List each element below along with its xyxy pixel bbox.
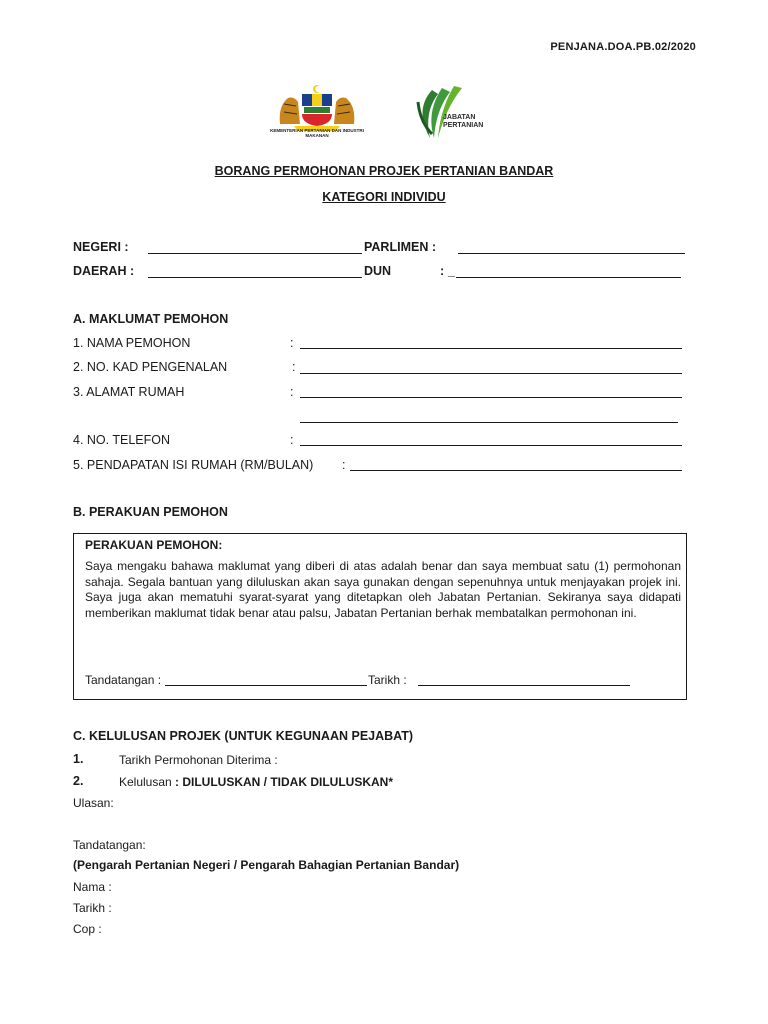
form-title: BORANG PERMOHONAN PROJEK PERTANIAN BANDAR [214, 164, 554, 178]
section-b-heading: B. PERAKUAN PEMOHON [73, 505, 228, 519]
negeri-label: NEGERI : [73, 240, 129, 254]
dun-colon: : [440, 264, 445, 278]
dun-field[interactable] [456, 277, 681, 278]
pendapatan-colon: : [342, 458, 346, 472]
daerah-field[interactable] [148, 277, 362, 278]
alamat-rumah-field-line-1[interactable] [300, 397, 682, 398]
nama-pemohon-label: 1. NAMA PEMOHON [73, 336, 191, 350]
alamat-rumah-colon: : [290, 385, 294, 399]
declaration-box-title: PERAKUAN PEMOHON: [85, 538, 223, 552]
signatory-title: (Pengarah Pertanian Negeri / Pengarah Bahagian Pertanian Bandar) [73, 858, 460, 872]
declaration-text: Saya mengaku bahawa maklumat yang diberi di atas adalah benar dan saya membuat satu (1) permohonan sahaja. Segala bantuan yang diluluskan akan saya gunakan dengan sepenuhnya untuk menjayakan projek ini. Saya juga akan mematuhi syarat-syarat yang ditetapkan oleh Jabatan Pertanian. Sekiranya saya didapati memberikan maklumat tidak benar atau palsu, Jabatan Pertanian berhak membatalkan permohonan ini. [85, 559, 681, 620]
kad-pengenalan-field[interactable] [300, 373, 682, 374]
approval-options: : DILULUSKAN / TIDAK DILULUSKAN* [175, 775, 393, 789]
item-2-number: 2. [73, 774, 84, 788]
remarks-label: Ulasan: [73, 796, 114, 810]
nama-pemohon-field[interactable] [300, 348, 682, 349]
alamat-rumah-label: 3. ALAMAT RUMAH [73, 385, 185, 399]
officer-date-label: Tarikh : [73, 901, 112, 915]
approval-label: Kelulusan [119, 775, 172, 789]
parlimen-field[interactable] [458, 253, 685, 254]
officer-name-label: Nama : [73, 880, 112, 894]
negeri-field[interactable] [148, 253, 362, 254]
date-received-label: Tarikh Permohonan Diterima : [119, 753, 278, 767]
officer-signature-label: Tandatangan: [73, 838, 146, 852]
department-agriculture-logo [404, 82, 504, 142]
section-c-heading: C. KELULUSAN PROJEK (UNTUK KEGUNAAN PEJABAT) [73, 729, 414, 743]
applicant-date-label: Tarikh : [368, 673, 407, 687]
kad-pengenalan-label: 2. NO. KAD PENGENALAN [73, 360, 228, 374]
kad-pengenalan-colon: : [292, 360, 296, 374]
alamat-rumah-field-line-2[interactable] [300, 422, 678, 423]
no-telefon-field[interactable] [300, 445, 682, 446]
item-1-number: 1. [73, 752, 84, 766]
parlimen-label: PARLIMEN : [364, 240, 436, 254]
daerah-label: DAERAH : [73, 264, 135, 278]
form-reference-code: PENJANA.DOA.PB.02/2020 [550, 41, 696, 53]
no-telefon-label: 4. NO. TELEFON [73, 433, 171, 447]
applicant-date-field[interactable] [418, 685, 630, 686]
department-logo-text: JABATAN PERTANIAN [443, 114, 484, 129]
ministry-logo-caption: KEMENTERIAN PERTANIAN DAN INDUSTRI MAKANAN [270, 128, 364, 138]
pendapatan-label: 5. PENDAPATAN ISI RUMAH (RM/BULAN) [73, 458, 314, 472]
form-subtitle: KATEGORI INDIVIDU [322, 190, 446, 204]
dun-label: DUN [364, 264, 392, 278]
nama-pemohon-colon: : [290, 336, 294, 350]
dun-prefix: _ [448, 264, 455, 278]
applicant-signature-label: Tandatangan : [85, 673, 162, 687]
applicant-signature-field[interactable] [165, 685, 367, 686]
pendapatan-field[interactable] [350, 470, 682, 471]
no-telefon-colon: : [290, 433, 294, 447]
official-stamp-label: Cop : [73, 922, 102, 936]
section-a-heading: A. MAKLUMAT PEMOHON [73, 312, 229, 326]
